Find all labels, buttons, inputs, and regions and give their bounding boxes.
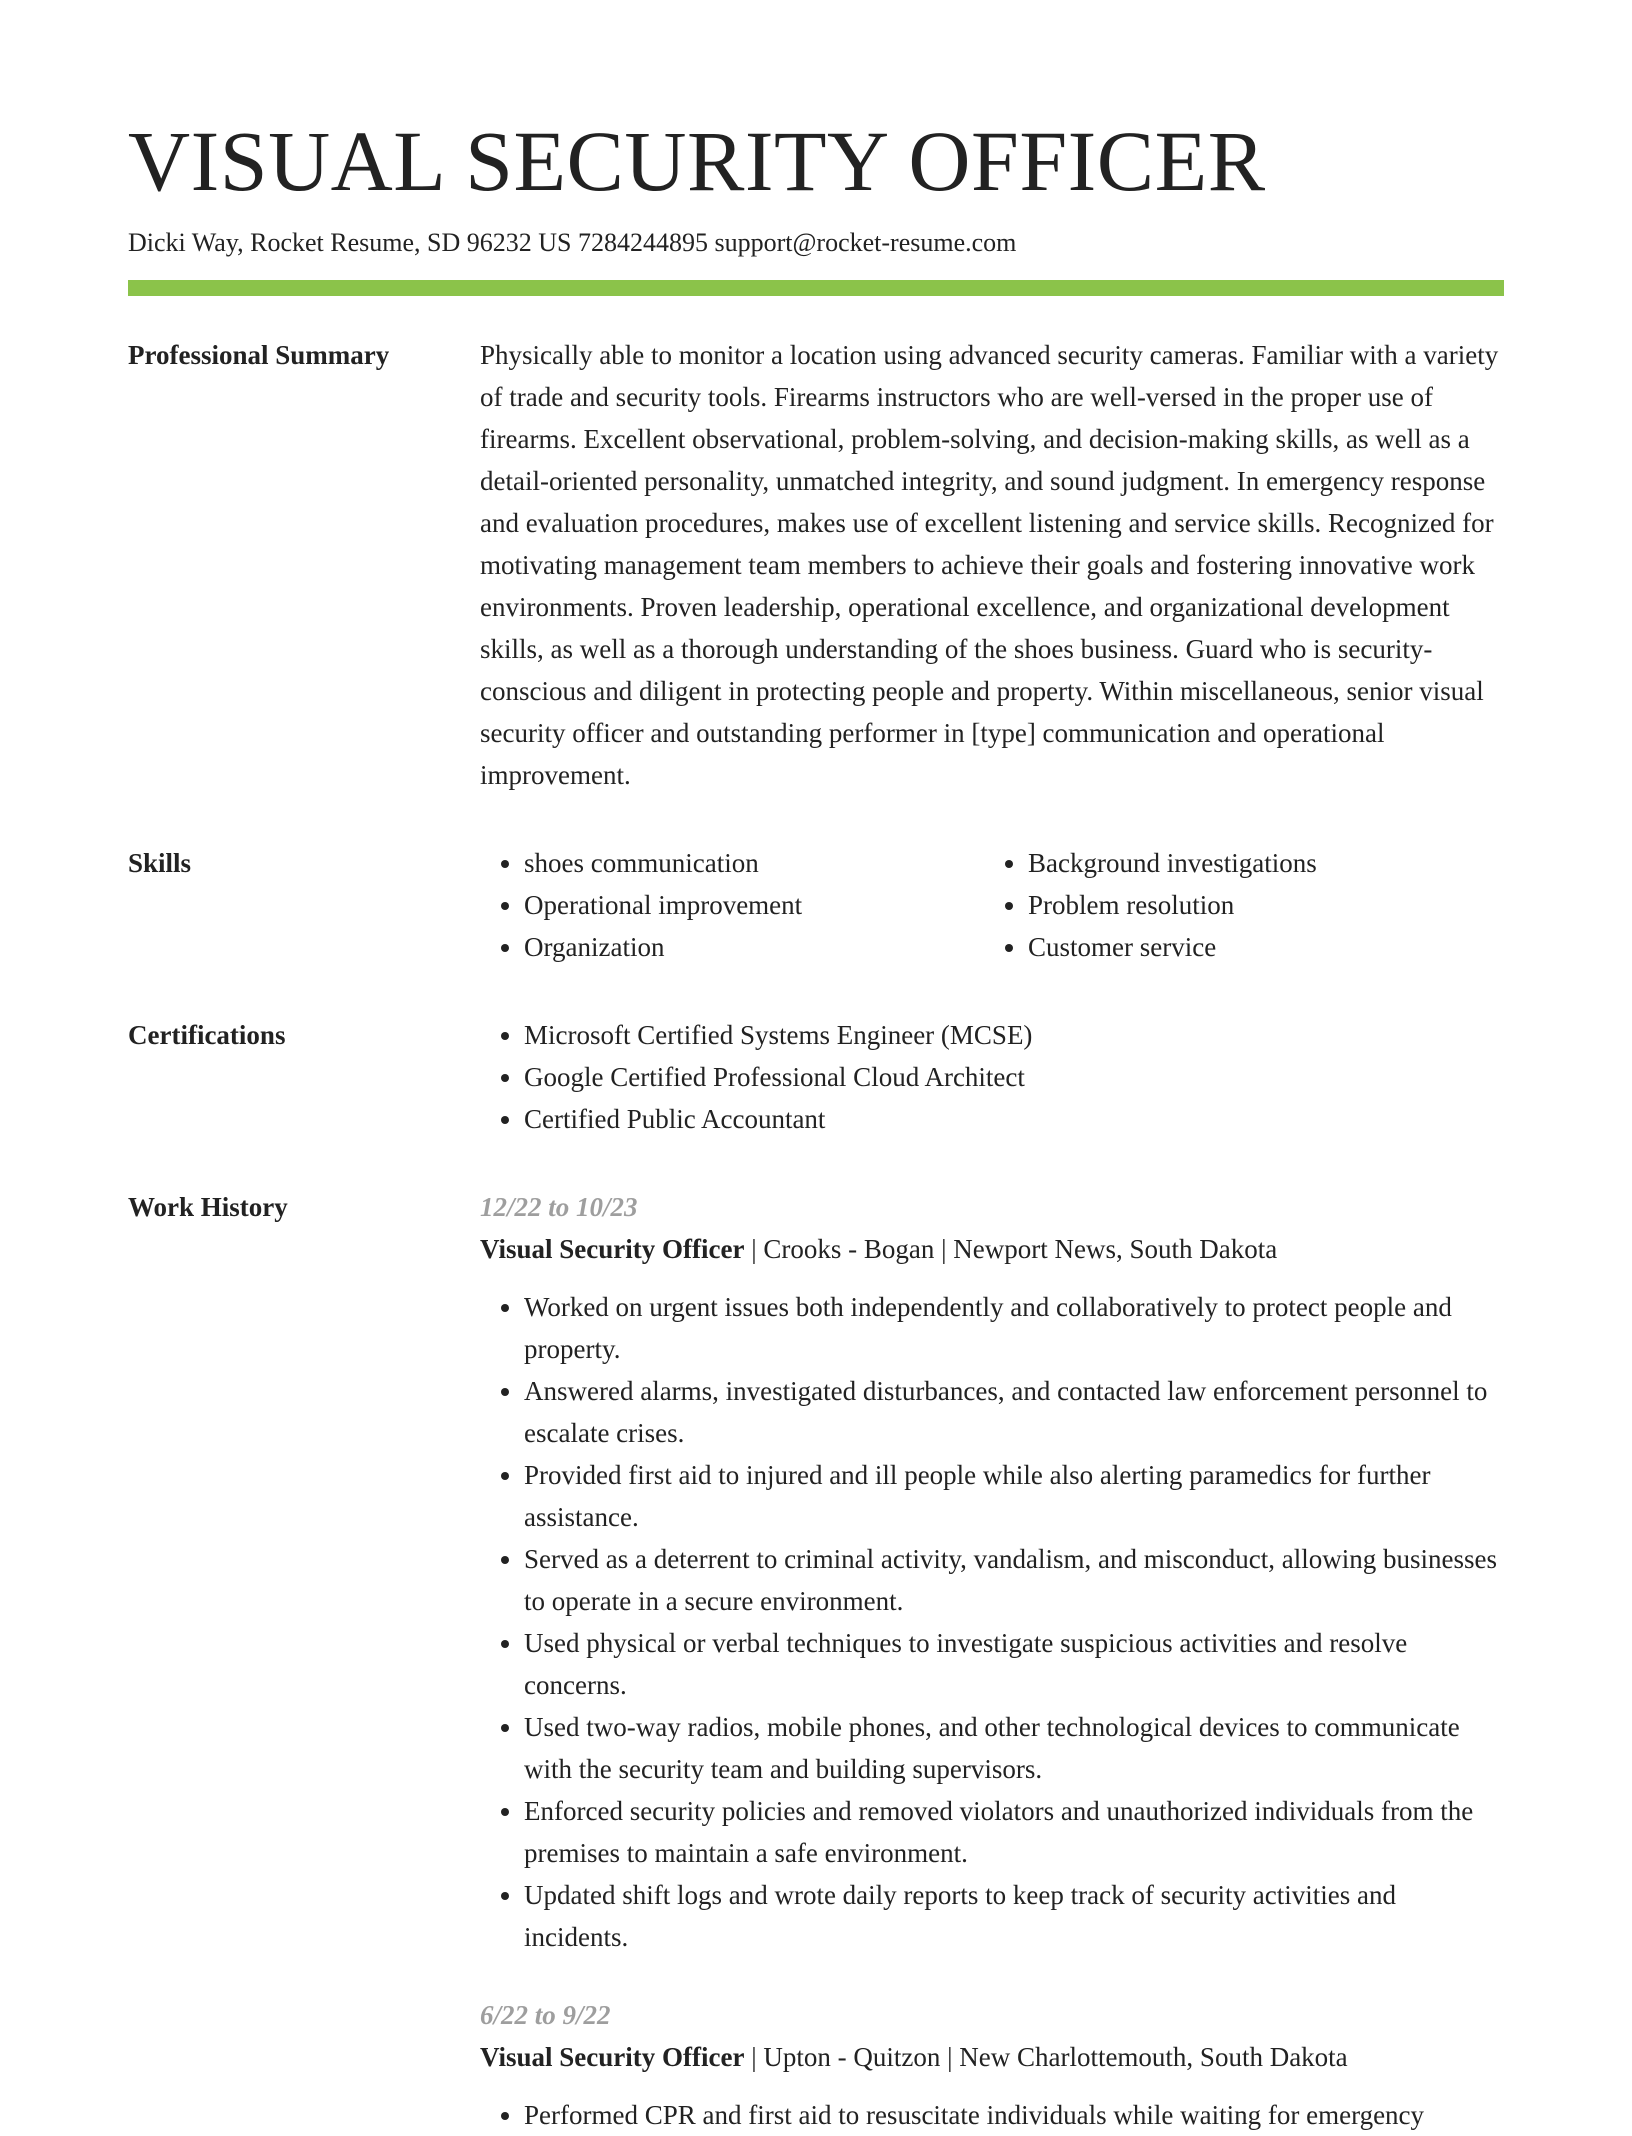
certifications-list bbox=[480, 1014, 1504, 1140]
page-title: VISUAL SECURITY OFFICER bbox=[128, 113, 1266, 209]
job-dates: 12/22 to 10/23 bbox=[480, 1192, 638, 1222]
certifications-section bbox=[128, 1014, 1504, 1140]
list-item: • Certified Public Accountant bbox=[524, 1098, 1504, 1140]
job-header bbox=[480, 1228, 1504, 1270]
list-item: • Updated shift logs and wrote daily reports to keep track of security activities and incidents. bbox=[524, 1874, 1504, 1958]
list-item: • Background investigations bbox=[1028, 842, 1488, 884]
list-item: • Answered alarms, investigated disturbances, and contacted law enforcement personnel to escalate crises. bbox=[524, 1370, 1504, 1454]
skills-column-1 bbox=[480, 842, 984, 968]
skills-section bbox=[128, 842, 1504, 968]
summary-heading: Professional Summary bbox=[128, 340, 390, 370]
list-item: • Performed CPR and first aid to resuscitate individuals while waiting for emergency bbox=[524, 2094, 1504, 2136]
job-header bbox=[480, 2036, 1504, 2078]
contact-line: Dicki Way, Rocket Resume, SD 96232 US 7284244895 support@rocket-resume.com bbox=[128, 228, 1017, 257]
skills-heading: Skills bbox=[128, 848, 192, 878]
list-item: • Worked on urgent issues both independently and collaboratively to protect people and property. bbox=[524, 1286, 1504, 1370]
job-bullets bbox=[480, 1286, 1504, 1958]
work-history-heading: Work History bbox=[128, 1192, 288, 1222]
list-item: • Organization bbox=[524, 926, 984, 968]
list-item: • Google Certified Professional Cloud Architect bbox=[524, 1056, 1504, 1098]
list-item: • Served as a deterrent to criminal activity, vandalism, and misconduct, allowing businesses to operate in a secure environment. bbox=[524, 1538, 1504, 1622]
job-entry bbox=[480, 1186, 1504, 1958]
summary-text: Physically able to monitor a location using advanced security cameras. Familiar with a variety of trade and security tools. Firearms instructors who are well-versed in the proper use of firearms. Excellent observational, problem-solving, and decision-making skills, as well as a detail-oriented personality, unmatched integrity, and sound judgment. In emergency response and evaluation procedures, makes use of excellent listening and service skills. Recognized for motivating management team members to achieve their goals and fostering innovative work environments. Proven leadership, operational excellence, and organizational development skills, as well as a thorough understanding of the shoes business. Guard who is security-conscious and diligent in protecting people and property. Within miscellaneous, senior visual security officer and outstanding performer in [type] communication and operational improvement. bbox=[480, 340, 1499, 790]
job-title: Visual Security Officer bbox=[480, 1234, 745, 1264]
list-item: • shoes communication bbox=[524, 842, 984, 884]
work-history-section bbox=[128, 1186, 1504, 2136]
job-bullets bbox=[480, 2094, 1504, 2136]
list-item: • Provided first aid to injured and ill people while also alerting paramedics for further assistance. bbox=[524, 1454, 1504, 1538]
skills-column-2 bbox=[984, 842, 1488, 968]
accent-divider bbox=[128, 280, 1504, 296]
job-entry bbox=[480, 1994, 1504, 2136]
list-item: • Used physical or verbal techniques to investigate suspicious activities and resolve concerns. bbox=[524, 1622, 1504, 1706]
list-item: • Enforced security policies and removed violators and unauthorized individuals from the premises to maintain a safe environment. bbox=[524, 1790, 1504, 1874]
certifications-heading: Certifications bbox=[128, 1020, 286, 1050]
job-details: | Upton - Quitzon | New Charlottemouth, South Dakota bbox=[744, 2042, 1348, 2072]
list-item: • Customer service bbox=[1028, 926, 1488, 968]
list-item: • Used two-way radios, mobile phones, and other technological devices to communicate with the security team and building supervisors. bbox=[524, 1706, 1504, 1790]
list-item: • Operational improvement bbox=[524, 884, 984, 926]
job-details: | Crooks - Bogan | Newport News, South Dakota bbox=[744, 1234, 1278, 1264]
list-item: • Microsoft Certified Systems Engineer (MCSE) bbox=[524, 1014, 1504, 1056]
job-title: Visual Security Officer bbox=[480, 2042, 745, 2072]
skills-grid bbox=[480, 842, 1504, 968]
list-item: • Problem resolution bbox=[1028, 884, 1488, 926]
job-dates: 6/22 to 9/22 bbox=[480, 2000, 611, 2030]
summary-section bbox=[128, 334, 1504, 796]
